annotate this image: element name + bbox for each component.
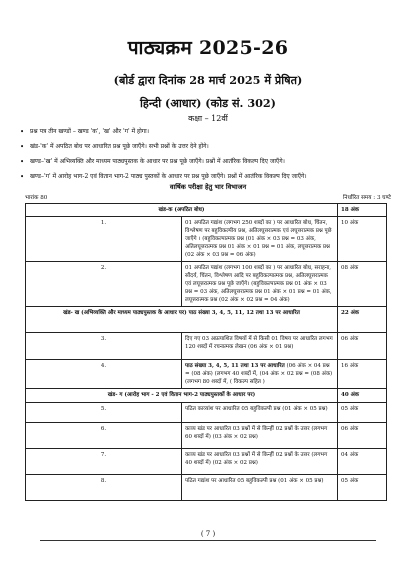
table-row — [26, 262, 387, 307]
section-title: वार्षिक परीक्षा हेतु भार विभाजन — [169, 183, 247, 191]
row-marks: 10 अंक — [338, 217, 387, 262]
row-number: 8. — [26, 475, 182, 501]
row-marks: 06 अंक — [338, 333, 387, 360]
table-row — [26, 423, 387, 449]
table-row — [26, 360, 387, 389]
table-row — [26, 475, 387, 501]
row-description: काव्य खंड पर आधारित 03 प्रश्नों में से किन्हीं 02 प्रश्नों के उत्तर (लगभग 40 शब्दों में) (02 अंक × 02 प्रश्न) — [182, 449, 338, 475]
table-row — [26, 389, 387, 403]
section-heading: खंड- ग (आरोह भाग - 2 एवं वितान भाग-2 पाठ्यपुस्तकों के आधार पर) — [26, 389, 338, 403]
row-description: 01 अपठित पद्यांश (लगभग 100 शब्दों का ) पर आधारित बोध, सराहना, सौंदर्य, चिंतन, विश्लेषण आदि पर बहुविकल्पात्मक प्रश्न, अतिलघूत्तरात्मक एवं लघूत्तरात्मक प्रश्न पूछे जाएँगे। (बहुविकल्पात्मक प्रश्न 01 अंक × 03 प्रश्न = 03 अंक, अतिलघूत्तरात्मक प्रश्न 01 अंक × 01 प्रश्न = 01 अंक, लघूत्तरात्मक प्रश्न (02 अंक × 02 प्रश्न = 04 अंक) — [182, 262, 338, 307]
table-row — [26, 217, 387, 262]
section-marks: 18 अंक — [338, 204, 387, 217]
instructions-list — [20, 126, 400, 186]
row-number: 3. — [26, 333, 182, 360]
instruction-item: • खण्ड–'ग' में आरोह भाग-2 एवं वितान भाग-2 पाठ्य पुस्तकों के आधार पर प्रश्न पूछे जाएँगे। प्रश्नों में आतंरिक विकल्प दिए जाएँगे। — [20, 171, 400, 186]
page-title: पाठ्यक्रम 2025-26 — [127, 37, 289, 59]
table-row — [26, 333, 387, 360]
instruction-item: • प्रश्न पत्र तीन खण्डों – खण्ड 'क', 'ख' और 'ग' में होगा। — [20, 126, 400, 141]
instruction-item: • खण्ड–'ख' में अभिव्यक्ति और माध्यम पाठ्यपुस्तक के आधार पर प्रश्न पूछे जाएँगे। प्रश्नों में आतंरिक विकल्प दिए जाएँगे। — [20, 156, 400, 171]
row-number: 1. — [26, 217, 182, 262]
marks-distribution-table — [25, 203, 387, 501]
row-description: पठित गद्यांश पर आधारित 05 बहुविकल्पी प्रश्न (01 अंक × 05 प्रश्न) — [182, 475, 338, 501]
row-description: काव्य खंड पर आधारित 03 प्रश्नों में से किन्हीं 02 प्रश्नों के उत्तर (लगभग 60 शब्दों में) (03 अंक × 02 प्रश्न) — [182, 423, 338, 449]
instruction-item: • खंड-'क' में अपठित बोध पर आधारित प्रश्न पूछे जाएँगे। सभी प्रश्नों के उत्तर देने होंगे। — [20, 141, 400, 156]
row-description-rest: (06 अंक × 04 प्रश्न = (08 अंक) (लगभग 40 शब्दों में, (04 अंक × 02 प्रश्न = (08 अंक) (लगभग 80 शब्दों में, ( विकल्प सहित ) — [185, 363, 333, 385]
row-number: 5. — [26, 403, 182, 423]
row-description: पठित काव्यांश पर आधारित 05 बहुविकल्पी प्रश्न (01 अंक × 05 प्रश्न) — [182, 403, 338, 423]
section-marks: 22 अंक — [338, 307, 387, 333]
row-number: 4. — [26, 360, 182, 389]
section-heading: खंड-क (अपठित बोध) — [26, 204, 338, 217]
row-marks: 16 अंक — [338, 360, 387, 389]
subject-heading: हिन्दी (आधार) (कोड सं. 302) — [140, 96, 276, 110]
page-subtitle: (बोर्ड द्वारा दिनांक 28 मार्च 2025 में प्रेषित) — [113, 73, 303, 87]
table-row — [26, 403, 387, 423]
row-marks: 05 अंक — [338, 403, 387, 423]
row-number: 6. — [26, 423, 182, 449]
class-label: कक्षा – 12वीं — [188, 114, 228, 123]
footer-divider — [40, 540, 376, 541]
time-label: निर्धारित समय : 3 घण्टे — [342, 195, 391, 201]
row-marks: 04 अंक — [338, 449, 387, 475]
table-row — [26, 204, 387, 217]
section-marks: 40 अंक — [338, 389, 387, 403]
row-description — [182, 360, 338, 389]
max-marks-label: भारांक 80 — [25, 195, 48, 201]
table-row — [26, 307, 387, 333]
row-description: दिए गए 03 अप्रत्याशित विषयों में से किसी 01 विषय पर आधारित लगभग 120 शब्दों में रचनात्मक लेखन (06 अंक × 01 प्रश्न) — [182, 333, 338, 360]
row-number: 2. — [26, 262, 182, 307]
row-marks: 06 अंक — [338, 423, 387, 449]
page-number: ( 7 ) — [200, 530, 216, 538]
row-marks: 05 अंक — [338, 475, 387, 501]
row-description-bold: पाठ संख्या 3, 4, 5, 11 तथा 13 पर आधारित — [185, 363, 285, 369]
row-number: 7. — [26, 449, 182, 475]
table-row — [26, 449, 387, 475]
row-marks: 08 अंक — [338, 262, 387, 307]
section-heading: खंड- ख (अभिव्यक्ति और माध्यम पाठ्यपुस्तक के आधार पर) पाठ संख्या 3, 4, 5, 11, 12 तथा 13 पर आधारित — [26, 307, 338, 333]
row-description: 01 अपठित गद्यांश (लगभग 250 शब्दों का ) पर आधारित बोध, चिंतन, विश्लेषण पर बहुविकल्पीय प्रश्न, अतिलघूत्तरात्मक एवं लघूत्तरात्मक प्रश्न पूछे जाएँगे । (बहुविकल्पात्मक प्रश्न (01 अंक × 03 प्रश्न = 03 अंक, अतिलघूत्तरात्मक प्रश्न 01 अंक × 01 प्रश्न = 01 अंक, लघूत्तरात्मक प्रश्न (02 अंक × 03 प्रश्न = 06 अंक) — [182, 217, 338, 262]
